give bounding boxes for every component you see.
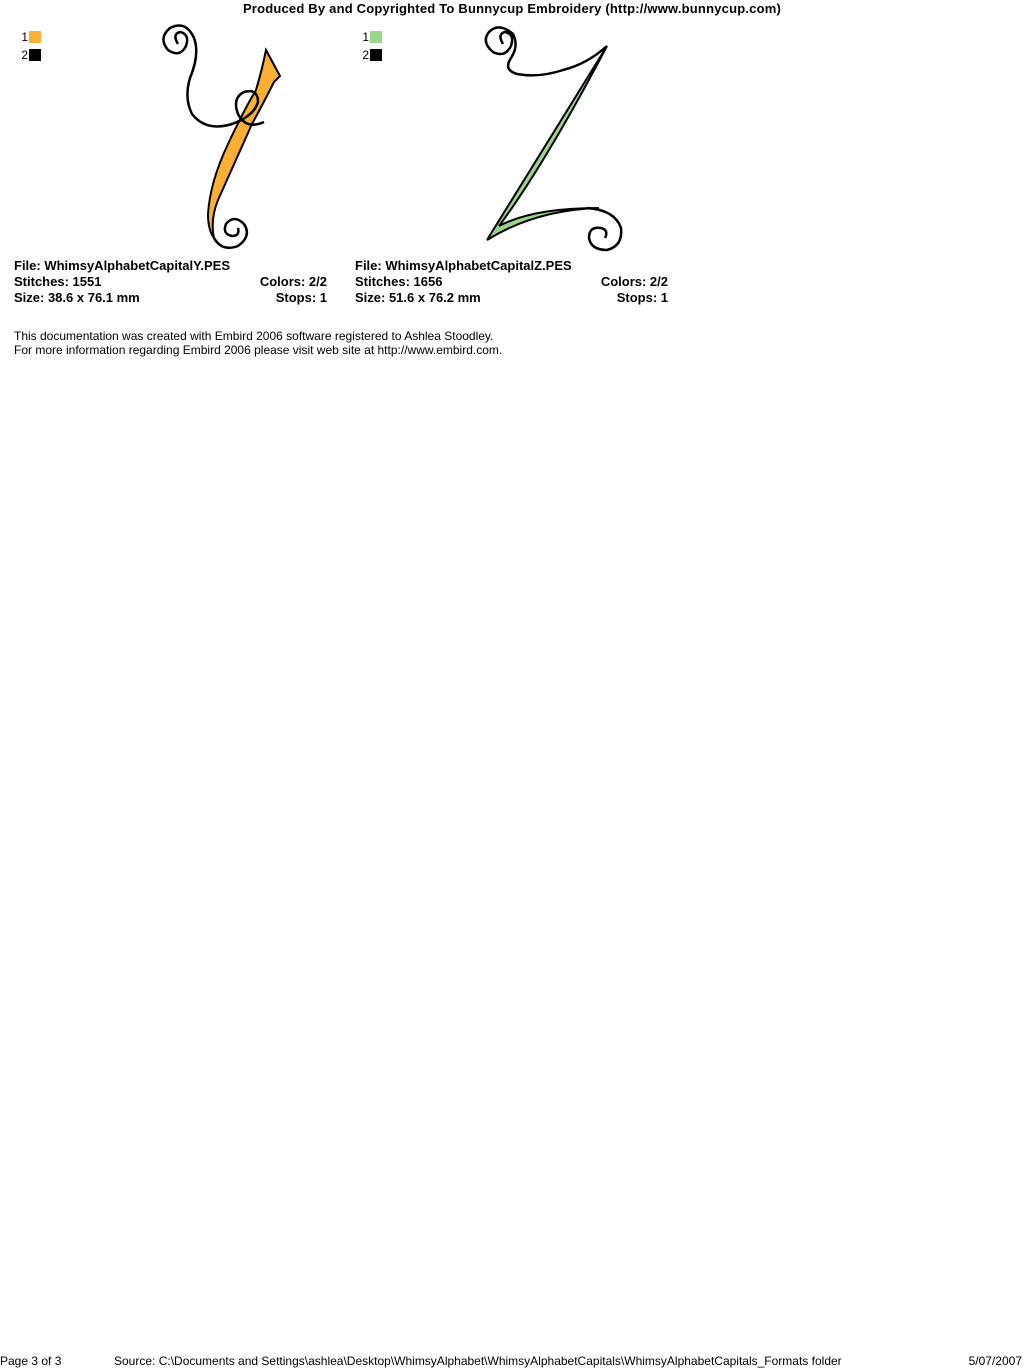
page-footer (0, 1354, 1024, 1370)
documentation-note (14, 329, 502, 357)
color-legend-row (361, 46, 382, 64)
color-count: Colors: 2/2 (600, 274, 668, 289)
stop-count: Stops: 1 (616, 290, 668, 305)
color-count: Colors: 2/2 (259, 274, 327, 289)
color-number: 1 (362, 30, 369, 44)
letter-z-curl-top (486, 27, 607, 75)
letter-z-curl-bottom (587, 208, 621, 250)
file-name: File: WhimsyAlphabetCapitalY.PES (14, 258, 230, 273)
color-swatch (370, 31, 382, 43)
color-legend (20, 28, 41, 64)
color-swatch (370, 49, 382, 61)
source-path: Source: C:\Documents and Settings\ashlea\Desktop\WhimsyAlphabet\WhimsyAlphabetCapitals\WhimsyAlphabetCapitals_Formats folder (114, 1354, 842, 1368)
color-legend-row (20, 28, 41, 46)
stitch-count: Stitches: 1551 (14, 274, 102, 289)
color-legend-row (361, 28, 382, 46)
letter-z-embroidery-image (455, 24, 655, 256)
print-date: 5/07/2007 (968, 1354, 1022, 1368)
color-swatch (29, 31, 41, 43)
letter-y-embroidery-image (114, 24, 314, 256)
color-swatch (29, 49, 41, 61)
letter-y-curl-bottom (214, 219, 247, 248)
note-line: For more information regarding Embird 2006 please visit web site at http://www.embird.com. (14, 343, 503, 357)
color-number: 2 (21, 48, 28, 62)
design-size: Size: 38.6 x 76.1 mm (14, 290, 140, 305)
stitch-count: Stitches: 1656 (355, 274, 443, 289)
page-number: Page 3 of 3 (0, 1354, 62, 1368)
stop-count: Stops: 1 (275, 290, 327, 305)
color-number: 1 (21, 30, 28, 44)
design-card-z (355, 24, 671, 314)
design-card-y (14, 24, 330, 314)
page-header: Produced By and Copyrighted To Bunnycup Embroidery (http://www.bunnycup.com) (242, 1, 782, 16)
design-size: Size: 51.6 x 76.2 mm (355, 290, 481, 305)
design-info (14, 258, 327, 306)
note-line: This documentation was created with Embird 2006 software registered to Ashlea Stoodley. (14, 329, 494, 343)
file-name: File: WhimsyAlphabetCapitalZ.PES (355, 258, 572, 273)
design-info (355, 258, 668, 306)
color-number: 2 (362, 48, 369, 62)
color-legend-row (20, 46, 41, 64)
color-legend (361, 28, 382, 64)
letter-y-ribbon (208, 50, 280, 238)
